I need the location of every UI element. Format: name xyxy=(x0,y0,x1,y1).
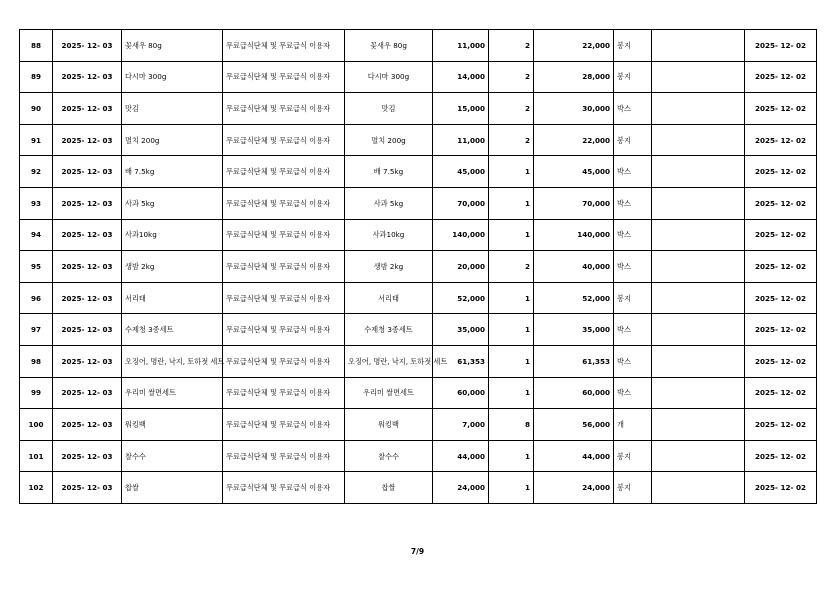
distribution-date-cell: 2025- 12- 02 xyxy=(745,61,817,93)
distribution-date-cell: 2025- 12- 02 xyxy=(745,440,817,472)
item-detail-cell: 찰수수 xyxy=(345,440,433,472)
item-detail-cell: 배 7.5kg xyxy=(345,156,433,188)
unit-price-cell: 35,000 xyxy=(433,314,489,346)
table-row xyxy=(20,282,817,314)
item-name-cell: 배 7.5kg xyxy=(122,156,223,188)
amount-cell: 30,000 xyxy=(534,93,614,125)
table-row xyxy=(20,93,817,125)
item-detail-cell: 워킹백 xyxy=(345,409,433,441)
quantity-cell: 1 xyxy=(489,314,534,346)
item-detail-cell: 사과 5kg xyxy=(345,187,433,219)
table-row xyxy=(20,61,817,93)
row-number-cell: 90 xyxy=(20,93,53,125)
unit-cell: 봉지 xyxy=(614,124,652,156)
unit-price-cell: 44,000 xyxy=(433,440,489,472)
distribution-date-cell: 2025- 12- 02 xyxy=(745,314,817,346)
amount-cell: 40,000 xyxy=(534,251,614,283)
item-name-cell: 우리미 쌀면세트 xyxy=(122,377,223,409)
quantity-cell: 1 xyxy=(489,219,534,251)
unit-cell: 봉지 xyxy=(614,30,652,62)
quantity-cell: 2 xyxy=(489,93,534,125)
beneficiary-cell: 무료급식단체 및 무료급식 이용자 xyxy=(223,282,345,314)
row-number-cell: 91 xyxy=(20,124,53,156)
table-row xyxy=(20,440,817,472)
receipt-date-cell: 2025- 12- 03 xyxy=(53,30,122,62)
item-detail-cell: 맛김 xyxy=(345,93,433,125)
quantity-cell: 1 xyxy=(489,472,534,504)
row-number-cell: 93 xyxy=(20,187,53,219)
beneficiary-cell: 무료급식단체 및 무료급식 이용자 xyxy=(223,61,345,93)
beneficiary-cell: 무료급식단체 및 무료급식 이용자 xyxy=(223,314,345,346)
unit-cell: 박스 xyxy=(614,251,652,283)
beneficiary-cell: 무료급식단체 및 무료급식 이용자 xyxy=(223,30,345,62)
amount-cell: 35,000 xyxy=(534,314,614,346)
amount-cell: 56,000 xyxy=(534,409,614,441)
receipt-date-cell: 2025- 12- 03 xyxy=(53,187,122,219)
quantity-cell: 1 xyxy=(489,345,534,377)
unit-price-cell: 11,000 xyxy=(433,30,489,62)
distribution-date-cell: 2025- 12- 02 xyxy=(745,124,817,156)
distribution-date-cell: 2025- 12- 02 xyxy=(745,377,817,409)
item-name-cell: 찰수수 xyxy=(122,440,223,472)
quantity-cell: 2 xyxy=(489,124,534,156)
item-name-cell: 사과10kg xyxy=(122,219,223,251)
amount-cell: 45,000 xyxy=(534,156,614,188)
donation-ledger-table xyxy=(19,29,817,504)
unit-cell: 박스 xyxy=(614,187,652,219)
row-number-cell: 102 xyxy=(20,472,53,504)
item-name-cell: 멸치 200g xyxy=(122,124,223,156)
beneficiary-cell: 무료급식단체 및 무료급식 이용자 xyxy=(223,219,345,251)
quantity-cell: 1 xyxy=(489,187,534,219)
row-number-cell: 92 xyxy=(20,156,53,188)
row-number-cell: 94 xyxy=(20,219,53,251)
receipt-date-cell: 2025- 12- 03 xyxy=(53,282,122,314)
unit-price-cell: 60,000 xyxy=(433,377,489,409)
distribution-date-cell: 2025- 12- 02 xyxy=(745,345,817,377)
quantity-cell: 1 xyxy=(489,440,534,472)
unit-price-cell: 140,000 xyxy=(433,219,489,251)
amount-cell: 44,000 xyxy=(534,440,614,472)
item-detail-cell: 오징어, 명란, 낙지, 토하젓 세트 xyxy=(345,345,433,377)
item-detail-cell: 사과10kg xyxy=(345,219,433,251)
row-number-cell: 98 xyxy=(20,345,53,377)
distribution-date-cell: 2025- 12- 02 xyxy=(745,187,817,219)
row-number-cell: 100 xyxy=(20,409,53,441)
quantity-cell: 2 xyxy=(489,61,534,93)
row-number-cell: 101 xyxy=(20,440,53,472)
receipt-date-cell: 2025- 12- 03 xyxy=(53,251,122,283)
unit-price-cell: 20,000 xyxy=(433,251,489,283)
beneficiary-cell: 무료급식단체 및 무료급식 이용자 xyxy=(223,187,345,219)
row-number-cell: 88 xyxy=(20,30,53,62)
remarks-cell xyxy=(652,187,745,219)
remarks-cell xyxy=(652,282,745,314)
item-name-cell: 사과 5kg xyxy=(122,187,223,219)
amount-cell: 140,000 xyxy=(534,219,614,251)
item-name-cell: 찹쌀 xyxy=(122,472,223,504)
table-row xyxy=(20,472,817,504)
amount-cell: 70,000 xyxy=(534,187,614,219)
receipt-date-cell: 2025- 12- 03 xyxy=(53,345,122,377)
receipt-date-cell: 2025- 12- 03 xyxy=(53,409,122,441)
amount-cell: 28,000 xyxy=(534,61,614,93)
table-row xyxy=(20,156,817,188)
unit-cell: 봉지 xyxy=(614,472,652,504)
receipt-date-cell: 2025- 12- 03 xyxy=(53,61,122,93)
table-row xyxy=(20,251,817,283)
beneficiary-cell: 무료급식단체 및 무료급식 이용자 xyxy=(223,93,345,125)
table-row xyxy=(20,377,817,409)
unit-cell: 박스 xyxy=(614,314,652,346)
receipt-date-cell: 2025- 12- 03 xyxy=(53,156,122,188)
amount-cell: 61,353 xyxy=(534,345,614,377)
receipt-date-cell: 2025- 12- 03 xyxy=(53,124,122,156)
distribution-date-cell: 2025- 12- 02 xyxy=(745,156,817,188)
table-row xyxy=(20,219,817,251)
unit-cell: 박스 xyxy=(614,93,652,125)
item-name-cell: 생밤 2kg xyxy=(122,251,223,283)
beneficiary-cell: 무료급식단체 및 무료급식 이용자 xyxy=(223,345,345,377)
beneficiary-cell: 무료급식단체 및 무료급식 이용자 xyxy=(223,124,345,156)
remarks-cell xyxy=(652,440,745,472)
beneficiary-cell: 무료급식단체 및 무료급식 이용자 xyxy=(223,377,345,409)
item-detail-cell: 다시마 300g xyxy=(345,61,433,93)
unit-cell: 박스 xyxy=(614,219,652,251)
item-detail-cell: 찹쌀 xyxy=(345,472,433,504)
unit-price-cell: 61,353 xyxy=(433,345,489,377)
receipt-date-cell: 2025- 12- 03 xyxy=(53,93,122,125)
amount-cell: 22,000 xyxy=(534,30,614,62)
unit-price-cell: 45,000 xyxy=(433,156,489,188)
amount-cell: 60,000 xyxy=(534,377,614,409)
row-number-cell: 97 xyxy=(20,314,53,346)
table-row xyxy=(20,30,817,62)
remarks-cell xyxy=(652,30,745,62)
beneficiary-cell: 무료급식단체 및 무료급식 이용자 xyxy=(223,440,345,472)
unit-price-cell: 70,000 xyxy=(433,187,489,219)
row-number-cell: 95 xyxy=(20,251,53,283)
unit-price-cell: 52,000 xyxy=(433,282,489,314)
receipt-date-cell: 2025- 12- 03 xyxy=(53,472,122,504)
remarks-cell xyxy=(652,251,745,283)
distribution-date-cell: 2025- 12- 02 xyxy=(745,282,817,314)
unit-cell: 봉지 xyxy=(614,61,652,93)
unit-cell: 박스 xyxy=(614,156,652,188)
remarks-cell xyxy=(652,124,745,156)
remarks-cell xyxy=(652,472,745,504)
unit-cell: 박스 xyxy=(614,345,652,377)
receipt-date-cell: 2025- 12- 03 xyxy=(53,314,122,346)
remarks-cell xyxy=(652,314,745,346)
ledger-body xyxy=(20,30,817,504)
amount-cell: 22,000 xyxy=(534,124,614,156)
receipt-date-cell: 2025- 12- 03 xyxy=(53,377,122,409)
distribution-date-cell: 2025- 12- 02 xyxy=(745,251,817,283)
unit-price-cell: 7,000 xyxy=(433,409,489,441)
item-detail-cell: 생밤 2kg xyxy=(345,251,433,283)
distribution-date-cell: 2025- 12- 02 xyxy=(745,409,817,441)
unit-cell: 박스 xyxy=(614,377,652,409)
amount-cell: 24,000 xyxy=(534,472,614,504)
table-row xyxy=(20,409,817,441)
amount-cell: 52,000 xyxy=(534,282,614,314)
unit-price-cell: 24,000 xyxy=(433,472,489,504)
quantity-cell: 1 xyxy=(489,156,534,188)
remarks-cell xyxy=(652,409,745,441)
distribution-date-cell: 2025- 12- 02 xyxy=(745,472,817,504)
table-row xyxy=(20,187,817,219)
distribution-date-cell: 2025- 12- 02 xyxy=(745,93,817,125)
unit-price-cell: 11,000 xyxy=(433,124,489,156)
unit-cell: 개 xyxy=(614,409,652,441)
unit-cell: 봉지 xyxy=(614,440,652,472)
table-row xyxy=(20,345,817,377)
quantity-cell: 1 xyxy=(489,377,534,409)
quantity-cell: 8 xyxy=(489,409,534,441)
beneficiary-cell: 무료급식단체 및 무료급식 이용자 xyxy=(223,472,345,504)
item-detail-cell: 수제청 3종세트 xyxy=(345,314,433,346)
row-number-cell: 89 xyxy=(20,61,53,93)
table-row xyxy=(20,124,817,156)
item-name-cell: 맛김 xyxy=(122,93,223,125)
remarks-cell xyxy=(652,219,745,251)
item-detail-cell: 꽃새우 80g xyxy=(345,30,433,62)
row-number-cell: 99 xyxy=(20,377,53,409)
item-name-cell: 수제청 3종세트 xyxy=(122,314,223,346)
receipt-date-cell: 2025- 12- 03 xyxy=(53,440,122,472)
unit-cell: 봉지 xyxy=(614,282,652,314)
distribution-date-cell: 2025- 12- 02 xyxy=(745,219,817,251)
item-detail-cell: 멸치 200g xyxy=(345,124,433,156)
remarks-cell xyxy=(652,377,745,409)
distribution-date-cell: 2025- 12- 02 xyxy=(745,30,817,62)
remarks-cell xyxy=(652,156,745,188)
table-row xyxy=(20,314,817,346)
item-name-cell: 오징어, 명란, 낙지, 토하젓 세트 xyxy=(122,345,223,377)
beneficiary-cell: 무료급식단체 및 무료급식 이용자 xyxy=(223,251,345,283)
remarks-cell xyxy=(652,345,745,377)
remarks-cell xyxy=(652,93,745,125)
quantity-cell: 1 xyxy=(489,282,534,314)
quantity-cell: 2 xyxy=(489,30,534,62)
beneficiary-cell: 무료급식단체 및 무료급식 이용자 xyxy=(223,409,345,441)
page-number: 7/9 xyxy=(410,547,425,556)
beneficiary-cell: 무료급식단체 및 무료급식 이용자 xyxy=(223,156,345,188)
item-detail-cell: 우리미 쌀면세트 xyxy=(345,377,433,409)
item-detail-cell: 서리태 xyxy=(345,282,433,314)
item-name-cell: 워킹백 xyxy=(122,409,223,441)
receipt-date-cell: 2025- 12- 03 xyxy=(53,219,122,251)
item-name-cell: 서리태 xyxy=(122,282,223,314)
unit-price-cell: 14,000 xyxy=(433,61,489,93)
unit-price-cell: 15,000 xyxy=(433,93,489,125)
row-number-cell: 96 xyxy=(20,282,53,314)
item-name-cell: 다시마 300g xyxy=(122,61,223,93)
item-name-cell: 꽃새우 80g xyxy=(122,30,223,62)
remarks-cell xyxy=(652,61,745,93)
quantity-cell: 2 xyxy=(489,251,534,283)
